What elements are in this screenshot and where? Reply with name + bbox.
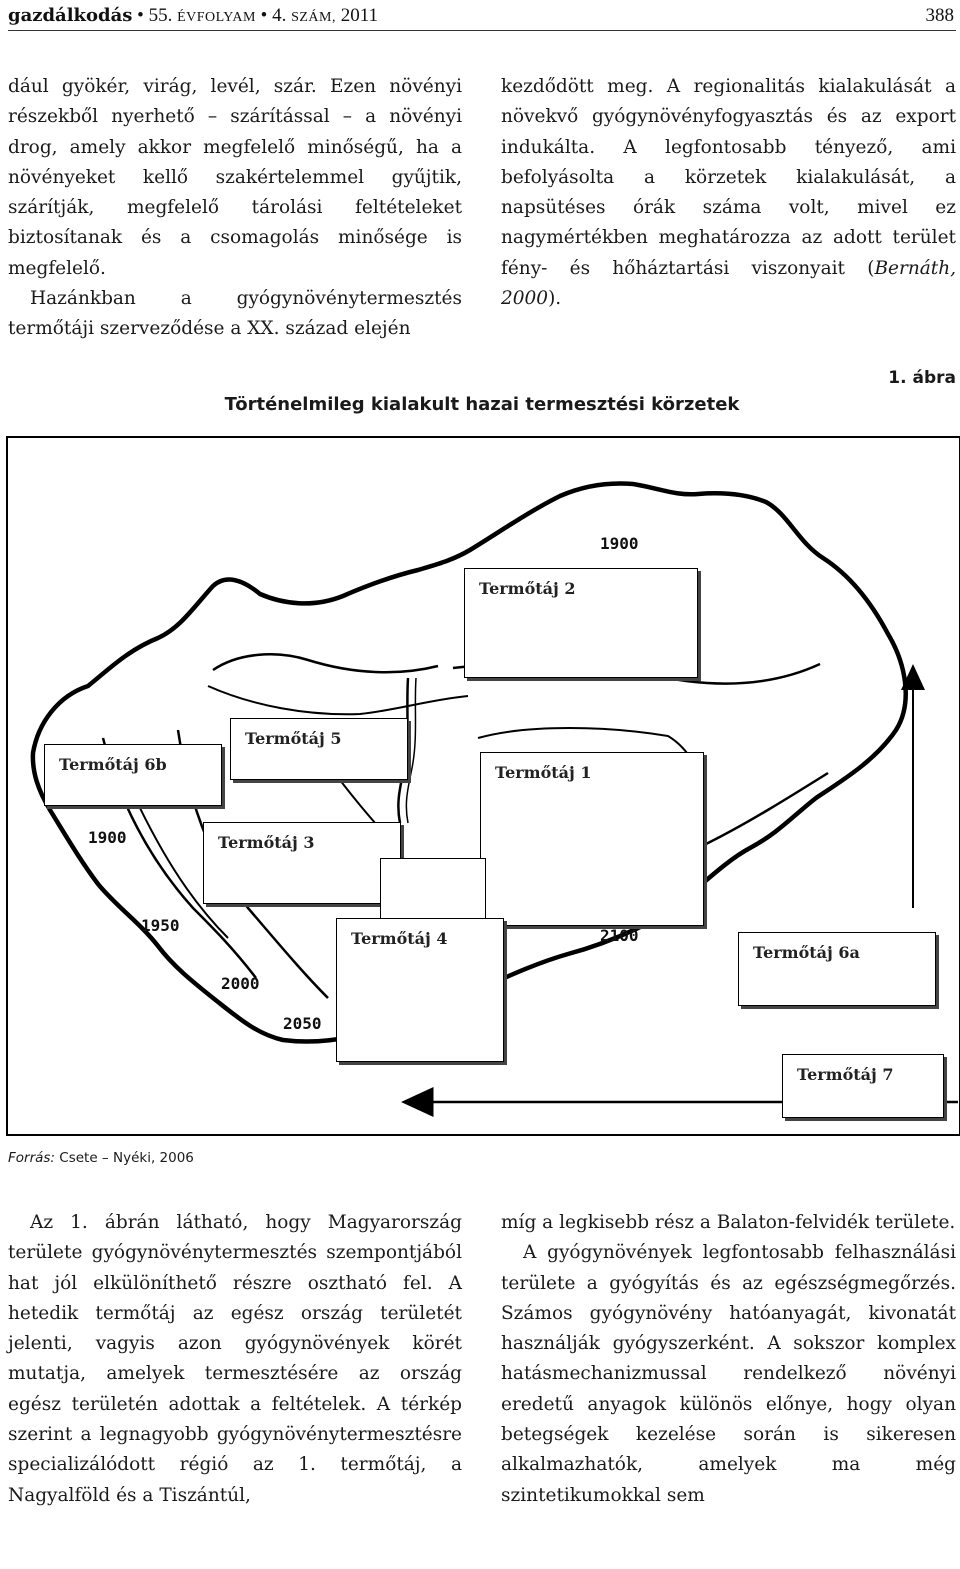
region-label-termotaj-6b xyxy=(44,744,222,806)
paragraph: A gyógynövények legfontosabb felhasználási területe a gyógyítás és az egészségmegőrzés. Számos gyógynövény hatóanyagát, kivonatát használják gyógyszerként. A sokszor komplex hatásmechanizmussal rendelkező növényi eredetű anyagok különös előnye, hogy olyan betegségek kezelése során is sikeresen alkalmazhatók, amelyek ma még szintetikumokkal sem xyxy=(501,1242,956,1506)
top-right-column xyxy=(501,72,956,314)
bottom-right-column xyxy=(501,1208,956,1511)
map-figure xyxy=(6,436,960,1136)
journal-info xyxy=(8,5,378,27)
issue-year: 2011 xyxy=(340,5,379,26)
region-label-text: Termőtáj 3 xyxy=(218,833,315,852)
paragraph: Az 1. ábrán látható, hogy Magyarország területe gyógynövénytermesztés szempontjából hat jól elkülöníthető részre osztható fel. A hetedik termőtáj az egész ország területét jelenti, vagyis azon gyógynövények körét mutatja, amelyek termesztésére az ország egész területén adottak a feltételek. A térkép szerint a legnagyobb gyógynövénytermesztésre specializálódott régió az 1. termőtáj, a Nagyalföld és a Tiszántúl, xyxy=(8,1212,462,1506)
citation: Bernáth, 2000 xyxy=(501,257,956,310)
volume-number: 55. xyxy=(148,5,173,26)
isoline-year-label: 2000 xyxy=(221,974,260,993)
region-label-termotaj-3 xyxy=(203,822,401,904)
paragraph: Hazánkban a gyógynövénytermesztés termőtáji szerveződése a XX. század elején xyxy=(8,288,462,340)
figure-title: Történelmileg kialakult hazai termesztési körzetek xyxy=(224,394,740,415)
bottom-left-column xyxy=(8,1208,462,1511)
figure-source xyxy=(8,1150,194,1166)
paragraph-text: kezdődött meg. A regionalitás kialakulását a növekvő gyógynövényfogyasztás és az export indukálta. A legfontosabb tényező, ami befolyásolta a körzetek kialakulását, a napsütéses órák száma volt, mivel ez nagymértékben meghatározza az adott terület fény- és hőháztartási viszonyait ( xyxy=(501,76,956,279)
header-rule xyxy=(8,30,956,31)
source-key: Forrás: xyxy=(8,1150,55,1166)
isoline xyxy=(208,686,468,714)
issue-word: SZÁM, xyxy=(291,10,336,25)
region-label-text: Termőtáj 2 xyxy=(479,579,576,598)
region-label-termotaj-1 xyxy=(480,752,704,926)
region-label-text: Termőtáj 5 xyxy=(245,729,342,748)
volume-word: ÉVFOLYAM xyxy=(177,10,256,25)
region-label-termotaj-4 xyxy=(336,918,504,1062)
paragraph xyxy=(501,72,956,314)
region-label-termotaj-6a xyxy=(738,932,936,1006)
region-label-text: Termőtáj 6b xyxy=(59,755,167,774)
header-separator: • xyxy=(260,5,268,26)
region-label-text: Termőtáj 7 xyxy=(797,1065,894,1084)
region-label-termotaj-7 xyxy=(782,1054,944,1118)
isoline-year-label: 2100 xyxy=(600,926,639,945)
isoline-year-label: 1900 xyxy=(88,828,127,847)
header-separator: • xyxy=(137,5,144,26)
isoline-year-label: 1900 xyxy=(600,534,639,553)
paragraph: míg a legkisebb rész a Balaton-felvidék területe. xyxy=(501,1212,956,1233)
region-label-termotaj-2 xyxy=(464,568,698,678)
isoline xyxy=(213,654,438,672)
running-header xyxy=(8,2,956,30)
source-value: Csete – Nyéki, 2006 xyxy=(59,1150,194,1166)
region-label-text: Termőtáj 1 xyxy=(495,763,592,782)
region-label-text: Termőtáj 4 xyxy=(351,929,448,948)
paragraph-text: ). xyxy=(548,288,562,310)
page-number: 388 xyxy=(925,5,954,26)
region-label-text: Termőtáj 6a xyxy=(753,943,860,962)
top-left-column xyxy=(8,72,462,345)
journal-name: gazdálkodás xyxy=(8,5,133,26)
paragraph: dául gyökér, virág, levél, szár. Ezen növényi részekből nyerhető – szárítással – a növényi drog, amely akkor megfelelő minőségű, ha a növényeket kellő szakértelemmel gyűjtik, szárítják, megfelelő tárolási feltételeket biztosítanak és a csomagolás minősége is megfelelő. xyxy=(8,76,462,279)
isoline-year-label: 2050 xyxy=(283,1014,322,1033)
region-label-termotaj-5 xyxy=(230,718,408,780)
issue-number: 4. xyxy=(272,5,287,26)
figure-number: 1. ábra xyxy=(888,368,956,388)
isoline-year-label: 1950 xyxy=(141,916,180,935)
